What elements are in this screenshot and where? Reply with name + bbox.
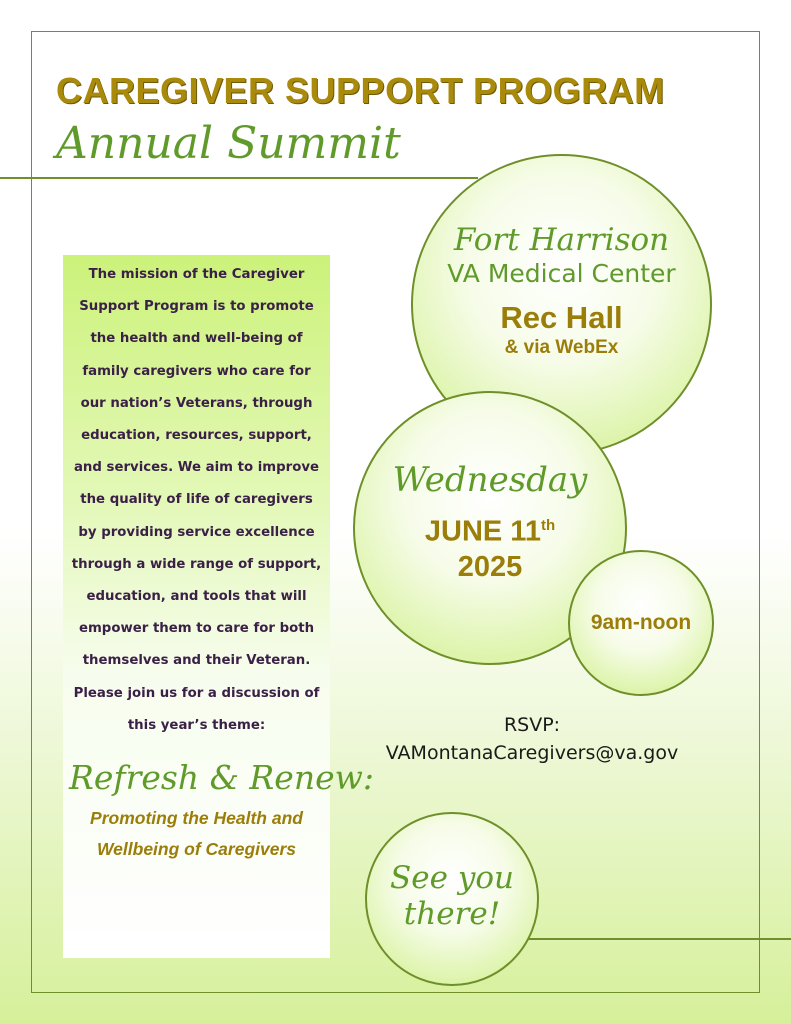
location-name: Fort Harrison [453,222,670,258]
rsvp-email[interactable]: VAMontanaCaregivers@va.gov [385,742,679,764]
event-weekday: Wednesday [392,460,588,500]
rsvp-block [372,711,692,767]
footer-divider-line [525,938,791,940]
event-time: 9am-noon [590,611,692,634]
closing-circle [365,812,539,986]
event-date-suffix: th [540,517,556,534]
location-facility: VA Medical Center [447,259,676,288]
location-room: Rec Hall [500,300,623,335]
location-virtual: & via WebEx [504,337,619,358]
header-divider-line [0,177,478,179]
closing-line-2: there! [403,896,501,932]
page-subtitle: Annual Summit [56,118,401,169]
rsvp-label: RSVP: [503,714,561,736]
closing-line-1: See you [390,860,514,896]
event-date [355,509,625,549]
event-year: 2025 [457,550,523,583]
mission-statement: The mission of the Caregiver Support Program is to promote the health and well-being of family caregivers who care for our nation’s Veterans, through education, resources, support, and services. We aim to improve the quality of life of caregivers by providing service excellence through a wide range of support, education, and tools that will empower them to care for both themselves and their Veteran. Please join us for a discussion of this year’s theme: [71,267,322,733]
event-month-day: JUNE 11 [424,515,541,548]
page-title: CAREGIVER SUPPORT PROGRAM [56,70,665,111]
mission-panel [63,255,374,958]
theme-subtitle: Promoting the Health and Wellbeing of Caregivers [90,808,303,860]
theme-title: Refresh & Renew: [69,758,374,798]
time-circle [568,550,714,696]
